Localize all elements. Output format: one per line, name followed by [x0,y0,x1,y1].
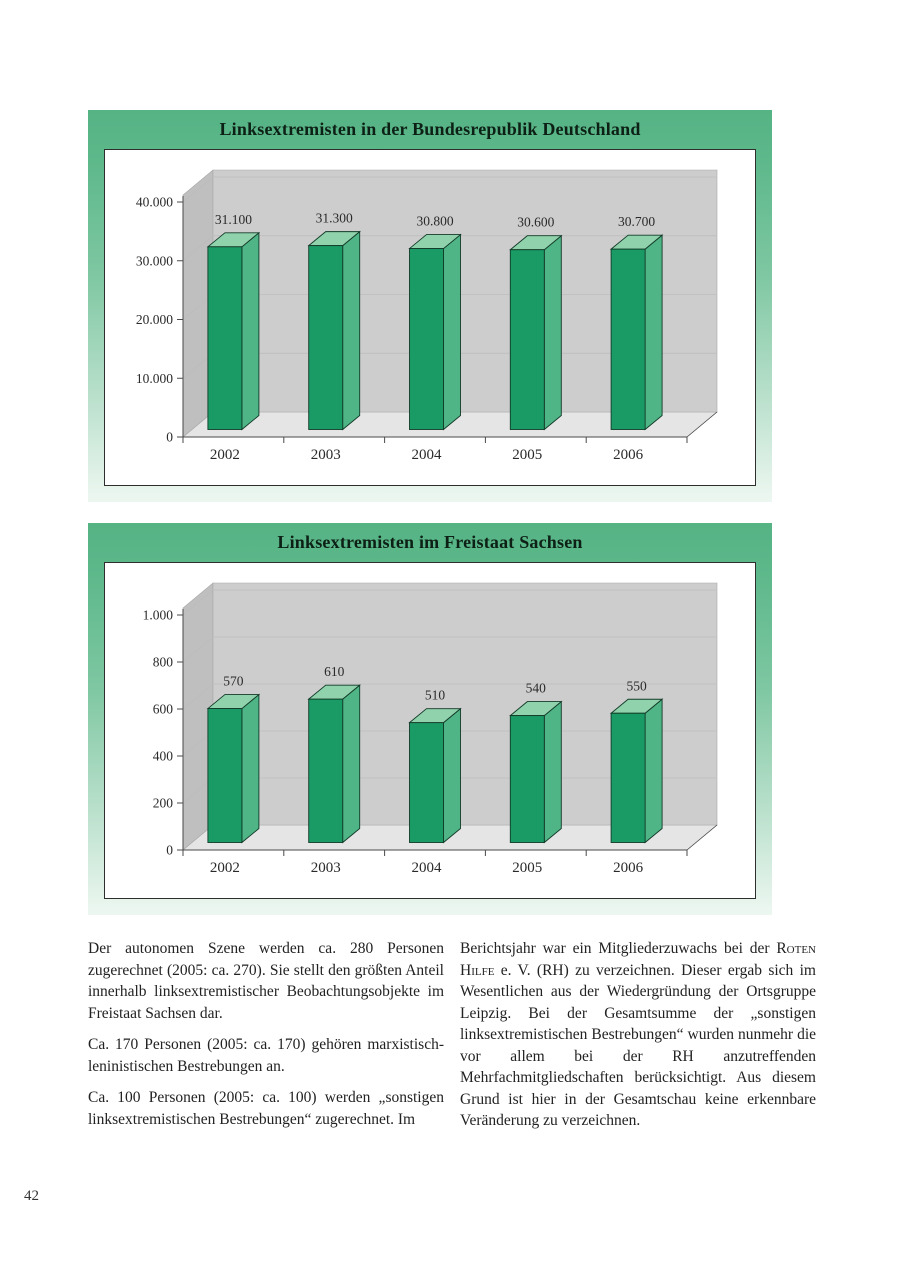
bar-side-face [242,233,259,430]
bar-3d [510,702,561,843]
organization-name-smallcaps: Roten Hilfe [460,940,816,979]
bar-3d [410,235,461,430]
bar-side-face [645,235,662,429]
bar-value-label: 30.700 [618,214,656,230]
y-tick-label: 1.000 [142,607,173,623]
body-text-left-column [88,938,444,1142]
bar-side-face [645,699,662,842]
paragraph: Der autonomen Szene werden ca. 280 Personen zugerechnet (2005: ca. 270). Sie stellt den größten Anteil innerhalb linksextremistischer Beobachtungsobjekte im Freistaat Sachsen dar. [88,940,444,1022]
category-label: 2002 [209,860,240,876]
bar-value-label: 31.100 [214,211,252,227]
paragraph-text: e. V. (RH) zu verzeichnen. Dieser ergab sich im Wesentlichen aus der Wiedergründung der Ortsgruppe Leipzig. Bei der Gesamtsumme der „sonstigen linksextremistischen Bestrebungen“ wurden nunmehr die vor allem bei der RH anzutreffenden Mehrfachmitgliedschaften berücksichtigt. Aus diesem Grund ist hier in der Gesamtschau keine erkennbare Veränderung zu verzeichnen. [460,961,816,1130]
bar-front-face [611,713,645,842]
bar-front-face [510,250,544,430]
y-tick-label: 200 [152,795,173,811]
bar-value-label: 30.800 [416,213,454,229]
paragraph: Ca. 170 Personen (2005: ca. 170) gehören marxistisch-leninistischen Bestrebungen an. [88,1036,444,1075]
bar-value-label: 610 [324,664,345,680]
chart-panel-germany [88,110,772,502]
y-tick-label: 40.000 [135,194,173,210]
bar-side-face [444,709,461,843]
category-label: 2004 [411,860,442,876]
body-text-right-column [460,938,816,1142]
bar-front-face [309,246,343,430]
bar-value-label: 31.300 [315,210,353,226]
chart-box-sachsen [104,562,756,899]
y-tick-label: 30.000 [135,253,173,269]
bar-front-face [410,249,444,430]
chart-title-sachsen: Linksextremisten im Freistaat Sachsen [277,532,583,552]
bar-value-label: 510 [424,687,446,703]
bar-side-face [444,235,461,430]
category-label: 2003 [310,860,341,876]
bar-front-face [309,699,343,842]
category-label: 2004 [411,447,442,463]
bar-3d [611,235,662,429]
bar-side-face [343,685,360,842]
category-label: 2002 [209,447,240,463]
chart-box-germany [104,149,756,486]
category-label: 2005 [512,447,543,463]
bar-side-face [343,232,360,430]
bar-front-face [410,723,444,843]
paragraph: Ca. 100 Personen (2005: ca. 100) werden „sonstigen linksextremistischen Bestrebungen“ zugerechnet. Im [88,1089,444,1128]
bar-3d [208,233,259,430]
bar-front-face [208,709,242,843]
chart-panel-sachsen [88,523,772,915]
bar-3d [410,709,461,843]
bar-side-face [242,695,259,843]
bar-front-face [611,249,645,429]
y-tick-label: 0 [166,842,173,858]
y-tick-label: 800 [152,654,173,670]
bar-3d [309,685,360,842]
category-label: 2005 [512,860,543,876]
page-number: 42 [24,1188,39,1204]
bar-value-label: 30.600 [517,214,555,230]
category-label: 2006 [613,447,644,463]
y-tick-label: 0 [166,429,173,445]
y-tick-label: 400 [152,748,173,764]
bar-value-label: 570 [223,673,244,689]
bar-value-label: 540 [525,680,546,696]
y-tick-label: 600 [152,701,173,717]
y-tick-label: 20.000 [135,312,173,327]
bar-side-face [544,702,561,843]
bar-front-face [510,716,544,843]
y-tick-label: 10.000 [135,370,173,386]
bar-front-face [208,247,242,430]
category-label: 2006 [613,860,644,876]
paragraph [460,938,816,1132]
bar-3d [611,699,662,842]
bar-side-face [544,236,561,430]
bar-chart-sachsen [105,563,755,898]
category-label: 2003 [310,447,341,463]
bar-3d [309,232,360,430]
paragraph-text: Berichtsjahr war ein Mitgliederzuwachs bei der [460,940,777,957]
bar-value-label: 550 [626,678,647,694]
bar-3d [208,695,259,843]
body-text [88,938,816,1142]
bar-3d [510,236,561,430]
bar-chart-germany [105,150,755,485]
chart-title-germany: Linksextremisten in der Bundesrepublik Deutschland [219,119,641,139]
